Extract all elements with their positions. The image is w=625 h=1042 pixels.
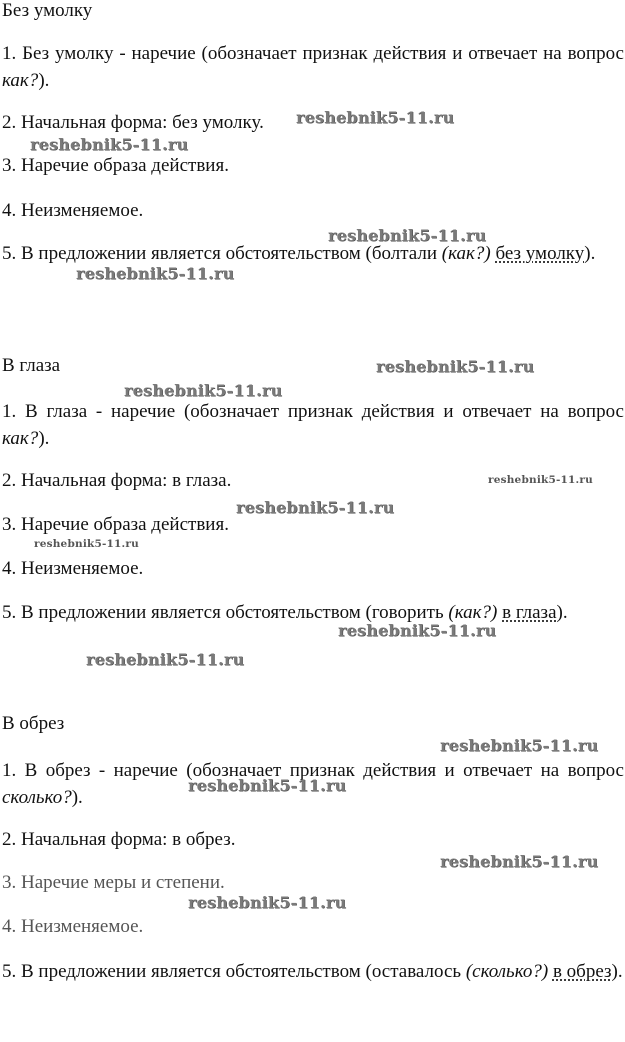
item-4-invariable: 4. Неизменяемое. (2, 200, 144, 221)
item-5-syntactic-role: 5. В предложении является обстоятельством (болтали (как?) без умолку). (2, 243, 596, 264)
item-2-initial-form: 2. Начальная форма: в обрез. (2, 829, 236, 850)
watermark-text: reshebnik5-11.ru (296, 108, 455, 127)
watermark-text: reshebnik5-11.ru (124, 381, 283, 400)
item-1-part-of-speech: 1. В глаза - наречие (обозначает признак действия и отвечает на вопрос как?). (2, 401, 624, 449)
item-1-part-of-speech: 1. Без умолку - наречие (обозначает признак действия и отвечает на вопрос как?). (2, 43, 624, 91)
section-heading-v-glaza: В глаза (2, 355, 61, 376)
item-4-invariable: 4. Неизменяемое. (2, 558, 144, 579)
item-4-invariable: 4. Неизменяемое. (2, 916, 144, 937)
section-heading-v-obrez: В обрез (2, 713, 65, 734)
watermark-text: reshebnik5-11.ru (86, 650, 245, 669)
item-5-syntactic-role: 5. В предложении является обстоятельством (говорить (как?) в глаза). (2, 602, 568, 623)
watermark-text: reshebnik5-11.ru (338, 621, 497, 640)
item-3-category: 3. Наречие образа действия. (2, 155, 229, 176)
item-3-category: 3. Наречие меры и степени. (2, 872, 225, 893)
item-2-initial-form: 2. Начальная форма: в глаза. (2, 470, 232, 491)
watermark-text: reshebnik5-11.ru (488, 474, 593, 486)
watermark-text: reshebnik5-11.ru (76, 264, 235, 283)
item-5-syntactic-role: 5. В предложении является обстоятельством (оставалось (сколько?) в обрез). (2, 961, 623, 982)
watermark-text: reshebnik5-11.ru (440, 852, 599, 871)
watermark-text: reshebnik5-11.ru (34, 538, 139, 550)
watermark-text: reshebnik5-11.ru (376, 357, 535, 376)
watermark-text: reshebnik5-11.ru (440, 736, 599, 755)
watermark-text: reshebnik5-11.ru (328, 226, 487, 245)
watermark-text: reshebnik5-11.ru (188, 776, 347, 795)
item-1-part-of-speech: 1. В обрез - наречие (обозначает признак действия и отвечает на вопрос сколько?). (2, 760, 624, 808)
item-2-initial-form: 2. Начальная форма: без умолку. (2, 112, 264, 133)
watermark-text: reshebnik5-11.ru (30, 135, 189, 154)
watermark-text: reshebnik5-11.ru (188, 893, 347, 912)
watermark-text: reshebnik5-11.ru (236, 498, 395, 517)
item-3-category: 3. Наречие образа действия. (2, 514, 229, 535)
section-heading-bez-umolku: Без умолку (2, 0, 93, 21)
